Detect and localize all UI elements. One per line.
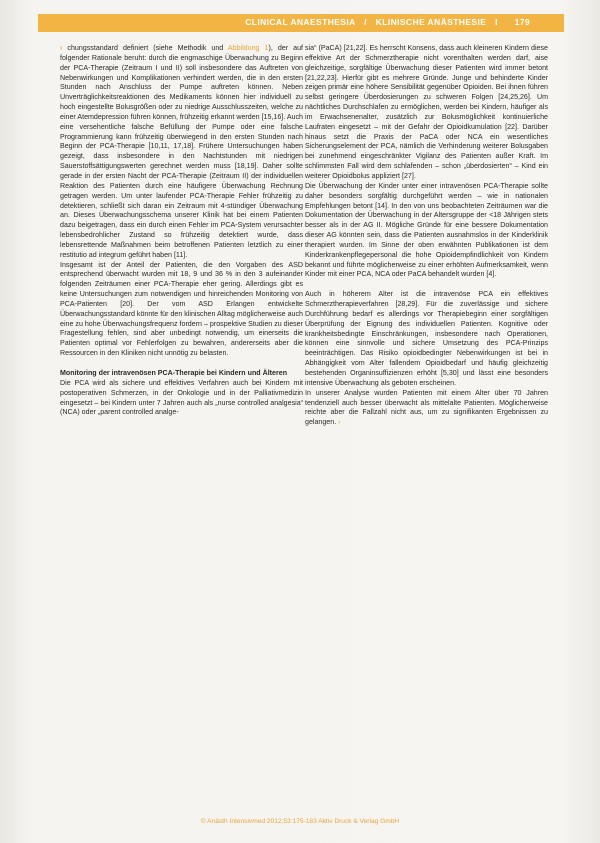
right-paragraph-4 — [305, 389, 548, 428]
spacer — [60, 359, 303, 369]
spacer — [305, 280, 548, 290]
continuation-arrow-icon: › — [60, 44, 63, 52]
header-section-en: CLINICAL ANAESTHESIA — [245, 17, 356, 27]
footer-citation: © Anästh Intensivmed 2012;53:175-183 Aktiv Druck & Verlag GmbH — [200, 818, 400, 825]
page-number: 179 — [514, 17, 530, 27]
right-paragraph-1: sia“ (PaCA) [21,22]. Es herrscht Konsens, dass auch kleineren Kindern diese effektive Art der Schmerztherapie nicht vorenthalten werden darf, aise gleichzeitige, sorgfältige Überwachung dieser Patienten wird immer betont [21,22,23]. Hierfür gibt es mehrere Gründe. Junge und behinderte Kinder zeigen primär eine höhere Sensibilität gegenüber Opioiden. Bei ihnen führen selbst geringere Überdosierungen zu schweren Folgen [24,25,26]. Um nächtliches Durchschlafen zu ermöglichen, werden bei Kindern, häufiger als im Erwachsenenalter, zusätzlich zur Bolusmöglichkeit kontinuierliche Laufraten eingesetzt – mit der Gefahr der Opioidkumulation [22]. Darüber hinaus setzt die Praxis der PaCA oder NCA ein wesentliches Sicherungselement der PCA, nämlich die Verhinderung weiterer Bolusgaben bei zunehmend eingeschränkter Vigilanz des Patienten außer Kraft. Im schlimmsten Fall wird dem schlafenden – schon „überdosierten“ – Kind ein weiterer Opioidbolus appliziert [27]. — [305, 44, 548, 180]
right-column — [305, 44, 548, 428]
section-heading: Monitoring der intravenösen PCA-Therapie bei Kindern und Älteren — [60, 369, 288, 377]
right-paragraph-3: Auch in höherem Alter ist die intravenöse PCA ein effektives Schmerztherapieverfahren [28,29]. Für die zuverlässige und sichere Durchführung bedarf es allerdings vor Therapiebeginn einer sorgfältigen Überprüfung der Eignung des individuellen Patienten. Kognitive oder krankheitsbedingte Einschränkungen, insbesondere nach Operationen, können eine sinnvolle und sichere Umsetzung des PCA-Prinzips beeinträchtigen. Das Risiko opioidbedingter Nebenwirkungen ist bei in Abhängigkeit vom Alter fallendem Opioidbedarf und häufig gleichzeitig bestehenden Organinsuffizienzen erhöht [5,30] und lässt eine besonders intensive Überwachung als geboten erscheinen. — [305, 290, 548, 387]
running-header — [38, 14, 564, 32]
left-paragraph-2: Insgesamt ist der Anteil der Patienten, die den Vorgaben des ASD entsprechend überwacht wurden mit 18, 9 und 36 % in den 3 aufeinander folgenden Zeiträumen einer PCA-Therapie eher gering. Allerdings gibt es keine Untersuchungen zum notwendigen und hinreichenden Monitoring von PCA-Patienten [20]. Der vom ASD Erlangen entwickelte Überwachungsstandard könnte für den klinischen Alltag möglicherweise auch eine zu hohe Überwachungsfrequenz fordern – prospektive Studien zu dieser Fragestellung fehlen, sind aber unbedingt notwendig, um einerseits die Patienten optimal vor Fehlerfolgen zu bewahren, andererseits aber die Ressourcen in den Kliniken nicht unnötig zu belasten. — [60, 260, 303, 358]
header-section-de: KLINISCHE ANÄSTHESIE — [375, 17, 487, 27]
right-paragraph-2: Die Überwachung der Kinder unter einer intravenösen PCA-Therapie sollte daher besonders sorgfältig durchgeführt werden – wie in nationalen Empfehlungen betont [14]. In den von uns beobachteten Zeiträumen war die Dokumentation der Überwachung in der Altersgruppe der <18 Jährigen stets besser als in der AG II. Mögliche Gründe für eine bessere Dokumentation dieser AG könnten sein, dass die Patienten ausnahmslos in der Kinderklinik therapiert wurden. Im Sinne der oben erwähnten Publikationen ist dem Kinderkrankenpflegepersonal die hohe Opioidempfindlichkeit von Kindern bekannt und führte möglicherweise zu einer erhöhten Aufmerksamkeit, wenn Kinder mit einer PCA, NCA oder PaCA behandelt wurden [4]. — [305, 181, 548, 279]
end-arrow-icon: › — [338, 418, 341, 427]
header-text — [245, 17, 530, 27]
left-paragraph-1-rest: ), der auf folgender Rationale beruht: durch die engmaschige Überwachung zu Beginn der PCA-Therapie (Zeitraum I und II) soll insbesondere das Auftreten von Nebenwirkungen und Komplikationen verhindert werden, die in den ersten Stunden nach Anschluss der Pumpe auftreten können. Neben Unverträglichkeitsreaktionen des Medikaments können hier individuell zu hoch eingestellte Bolusgrößen oder zu niedrige Ausschlusszeiten, welche zu einer Atemdepression führen können, frühzeitig erkannt werden [15,16]. Auch eine versehentliche falsche Befüllung der Pumpe oder eine falsche Programmierung kann frühzeitig überwiegend in den ersten Stunden nach Beginn der PCA-Therapie [10,11, 17,18]. Frühere Untersuchungen haben gezeigt, dass insbesondere in den Nachtstunden mit niedrigen Sauerstoffsättigungswerten gerechnet werden muss [18,19]. Daher sollte gerade in der ersten Nacht der PCA-Therapie (Zeitraum II) der individuellen Reaktion des Patienten durch eine häufigere Überwachung Rechnung getragen werden. Um unter laufender PCA-Therapie Fehler frühzeitig zu detektieren, schließt sich daran ein Zeitraum mit 4-stündiger Überwachung an. Dieses Überwachungsschema unserer Klinik hat bei einem Patienten dazu beigetragen, dass ein durch einen Fehler im PCA-System verursachter lebensbedrohlicher Zustand so frühzeitig detektiert wurde, dass lebensrettende Maßnahmen beim betroffenen Patienten letztlich zu einer restitutio ad integrum geführt haben [11]. — [60, 44, 303, 259]
right-paragraph-4-text: In unserer Analyse wurden Patienten mit einem Alter über 70 Jahren tendenziell auch besser überwacht als mittelalte Patienten. Möglicherweise reichte aber die Fallzahl nicht aus, um zu signifikanten Ergebnissen zu gelangen. — [305, 388, 548, 427]
left-paragraph-1-start: chungsstandard definiert (siehe Methodik und — [67, 44, 228, 52]
figure-reference-link[interactable]: Abbildung 1 — [227, 44, 269, 52]
left-paragraph-1 — [60, 44, 303, 261]
left-column — [60, 44, 303, 418]
left-paragraph-3: Die PCA wird als sichere und effektives Verfahren auch bei Kindern mit postoperativen Schmerzen, in der Onkologie und in der Palliativmedizin eingesetzt – bei Kindern unter 7 Jahren auch als „nurse controlled analgesia“ (NCA) oder „parent controlled analge- — [60, 378, 303, 417]
header-page-separator: I — [495, 17, 498, 27]
header-separator: / — [364, 17, 367, 27]
